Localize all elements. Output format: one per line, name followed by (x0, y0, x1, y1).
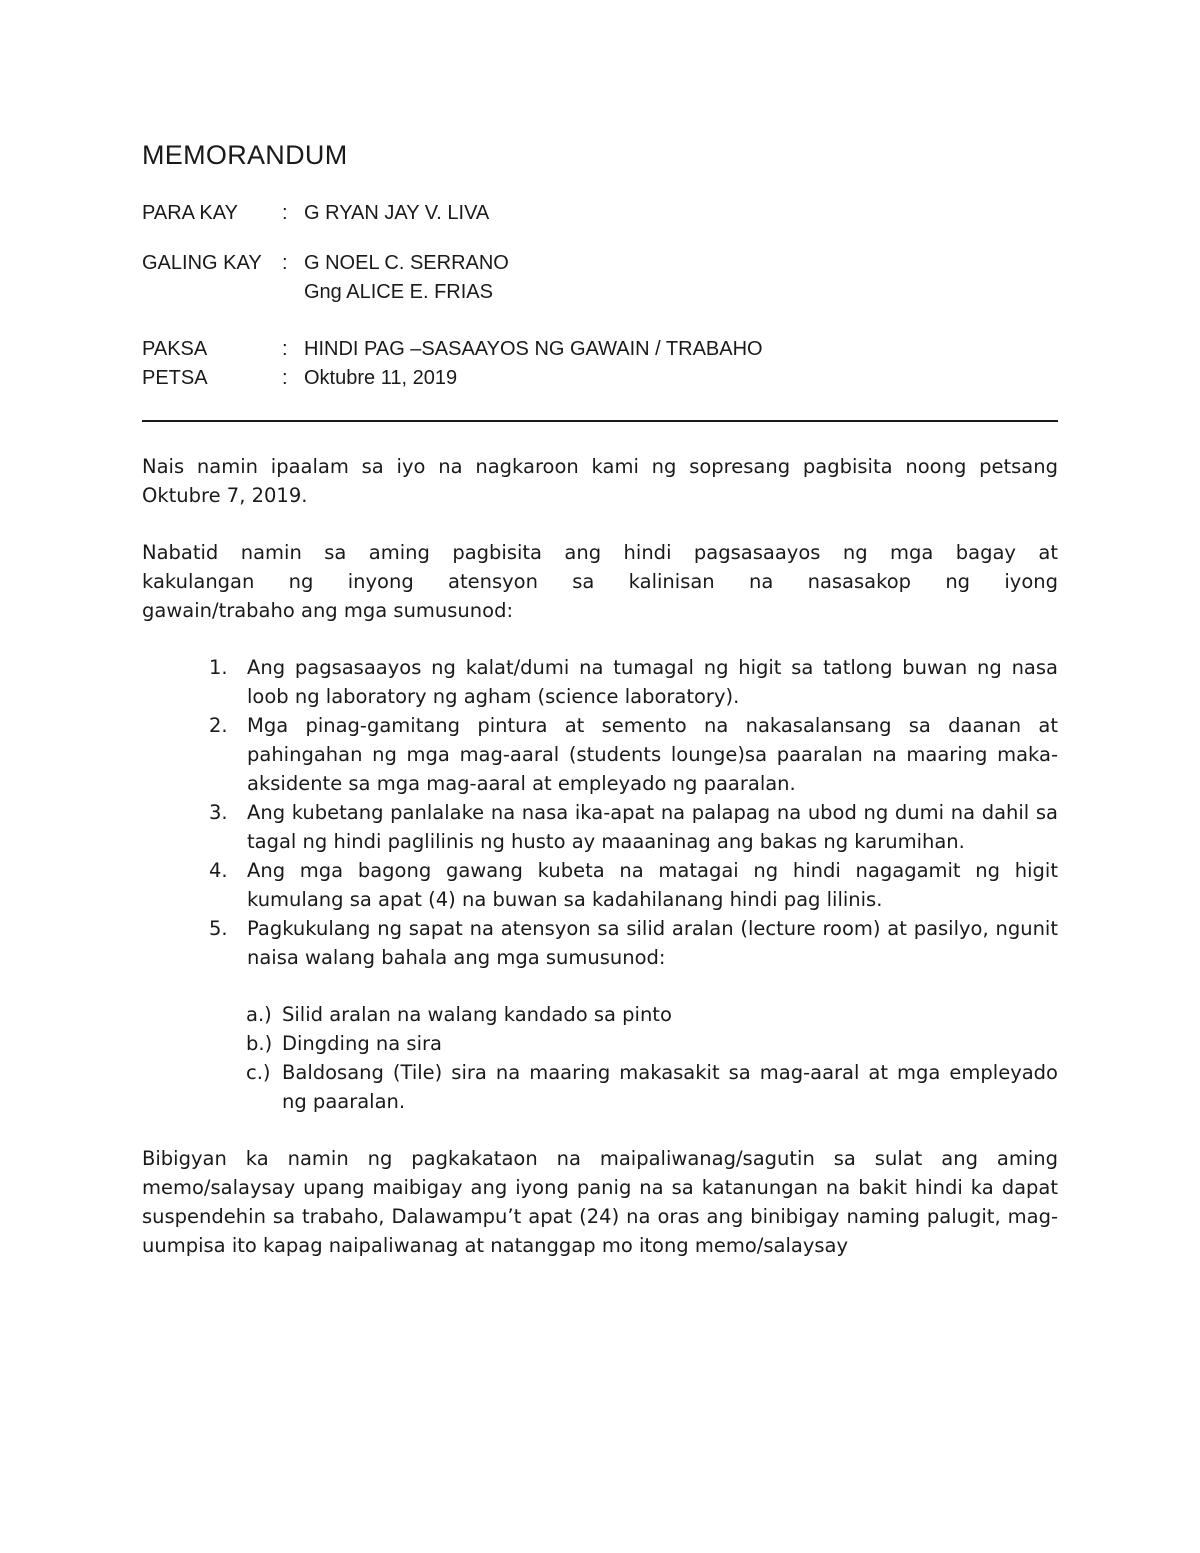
from-value-2: Gng ALICE E. FRIAS (304, 281, 493, 303)
date-value: Oktubre 11, 2019 (304, 367, 458, 389)
list-number: 5. (209, 917, 228, 940)
sub-list-item (142, 1000, 1058, 1029)
from-label: GALING KAY (142, 252, 262, 274)
list-item (142, 914, 1058, 972)
list-number: 1. (209, 656, 228, 679)
list-item-text: Pagkukulang ng sapat na atensyon sa silid aralan (lecture room) at pasilyo, ngunit naisa walang bahala ang mga sumusunod: (247, 917, 1058, 969)
date-label: PETSA (142, 367, 208, 389)
colon: : (282, 202, 288, 224)
memo-page (142, 140, 1058, 1260)
list-number: 2. (209, 714, 228, 737)
paragraph-2-line-3: gawain/trabaho ang mga sumusunod: (142, 599, 514, 622)
list-item-text: Ang pagsasaayos ng kalat/dumi na tumagal ng higit sa tatlong buwan ng nasa loob ng laboratory ng agham (science laboratory). (247, 656, 1058, 708)
list-item (142, 711, 1058, 798)
paragraph-2-line-1: Nabatid namin sa aming pagbisita ang hindi pagsasaayos ng mga bagay at (142, 541, 1058, 564)
from-row (142, 249, 1058, 278)
sub-list-letter: b.) (246, 1032, 273, 1055)
subject-label: PAKSA (142, 338, 208, 360)
numbered-list (142, 653, 1058, 972)
sub-list-item (142, 1029, 1058, 1058)
sub-list-item (142, 1058, 1058, 1116)
memo-body (142, 452, 1058, 1260)
paragraph-2-line-2: kakulangan ng inyong atensyon sa kalinisan na nasasakop ng iyong (142, 570, 1058, 593)
to-value: G RYAN JAY V. LIVA (304, 202, 490, 224)
colon: : (282, 338, 288, 360)
paragraph-3: Bibigyan ka namin ng pagkakataon na maipaliwanag/sagutin sa sulat ang aming memo/salaysay upang maibigay ang iyong panig na sa katanungan na bakit hindi ka dapat suspendehin sa trabaho, Dalawampu’t apat (24) na oras ang binibigay naming palugit, mag-uumpisa ito kapag naipaliwanag at natanggap mo itong memo/salaysay (142, 1147, 1058, 1257)
colon: : (282, 367, 288, 389)
from-value-1: G NOEL C. SERRANO (304, 252, 509, 274)
sub-list-text: Silid aralan na walang kandado sa pinto (282, 1003, 672, 1026)
from-row-2 (142, 278, 1058, 307)
memo-title: MEMORANDUM (142, 140, 348, 170)
list-item (142, 653, 1058, 711)
subject-row (142, 335, 1058, 364)
list-item-text: Ang kubetang panlalake na nasa ika-apat na palapag na ubod ng dumi na dahil sa tagal ng hindi paglilinis ng husto ay maaaninag ang bakas ng karumihan. (247, 801, 1058, 853)
colon: : (282, 252, 288, 274)
sub-list-letter: c.) (246, 1061, 271, 1084)
list-item (142, 798, 1058, 856)
divider (142, 420, 1058, 422)
lettered-list (142, 1000, 1058, 1116)
to-row (142, 199, 1058, 228)
list-number: 3. (209, 801, 228, 824)
sub-list-text: Baldosang (Tile) sira na maaring makasakit sa mag-aaral at mga empleyado ng paaralan. (282, 1061, 1058, 1113)
sub-list-letter: a.) (246, 1003, 272, 1026)
list-item-text: Mga pinag-gamitang pintura at semento na nakasalansang sa daanan at pahingahan ng mga mag-aaral (students lounge)sa paaralan na maaring maka- aksidente sa mga mag-aaral at empleyado ng paaralan. (247, 714, 1058, 795)
to-label: PARA KAY (142, 202, 238, 224)
sub-list-text: Dingding na sira (282, 1032, 442, 1055)
date-row (142, 364, 1058, 393)
paragraph-1: Nais namin ipaalam sa iyo na nagkaroon kami ng sopresang pagbisita noong petsang Oktubre 7, 2019. (142, 455, 1058, 507)
list-item-text: Ang mga bagong gawang kubeta na matagai ng hindi nagagamit ng higit kumulang sa apat (4) na buwan sa kadahilanang hindi pag lilinis. (247, 859, 1058, 911)
list-number: 4. (209, 859, 228, 882)
list-item (142, 856, 1058, 914)
subject-value: HINDI PAG –SASAAYOS NG GAWAIN / TRABAHO (304, 338, 763, 360)
memo-header (142, 199, 1058, 393)
